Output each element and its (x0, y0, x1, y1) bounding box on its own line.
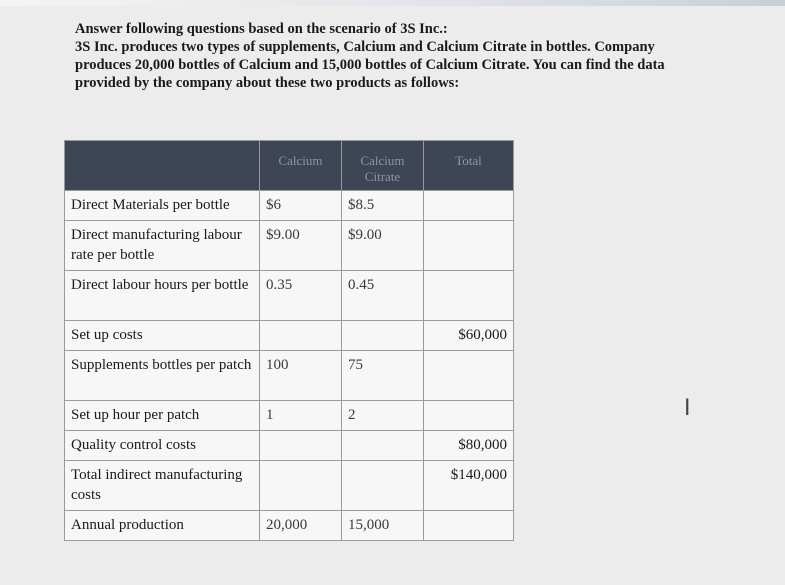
intro-line-2: 3S Inc. produces two types of supplements, Calcium and Calcium Citrate in bottles. Company (75, 39, 655, 55)
table-header-row (65, 141, 514, 191)
citrate-cell: 0.45 (342, 271, 424, 321)
total-cell (424, 511, 514, 541)
total-cell (424, 351, 514, 401)
row-label: Direct Materials per bottle (65, 191, 260, 221)
header-calcium-citrate (342, 141, 424, 191)
table-row (65, 461, 514, 511)
row-label: Direct labour hours per bottle (65, 271, 260, 321)
row-label: Supplements bottles per patch (65, 351, 260, 401)
table-row (65, 431, 514, 461)
row-label: Total indirect manufacturing costs (65, 461, 260, 511)
row-label: Quality control costs (65, 431, 260, 461)
total-cell: $80,000 (424, 431, 514, 461)
citrate-cell: 2 (342, 401, 424, 431)
total-cell (424, 221, 514, 271)
calcium-cell: 1 (260, 401, 342, 431)
table-row (65, 401, 514, 431)
top-bar (0, 0, 785, 6)
total-cell (424, 401, 514, 431)
intro-line-3: produces 20,000 bottles of Calcium and 15,000 bottles of Calcium Citrate. You can find the data (75, 57, 665, 73)
citrate-cell (342, 461, 424, 511)
table-row (65, 221, 514, 271)
table-row (65, 511, 514, 541)
total-cell (424, 191, 514, 221)
header-calcium-citrate-label: Calcium Citrate (360, 153, 405, 184)
text-cursor-icon: I (684, 396, 691, 421)
citrate-cell: $9.00 (342, 221, 424, 271)
cost-data-table (64, 140, 514, 541)
calcium-cell: $9.00 (260, 221, 342, 271)
calcium-cell: $6 (260, 191, 342, 221)
calcium-cell (260, 431, 342, 461)
calcium-cell (260, 321, 342, 351)
row-label: Annual production (65, 511, 260, 541)
citrate-cell: $8.5 (342, 191, 424, 221)
question-text (75, 20, 765, 92)
calcium-cell (260, 461, 342, 511)
row-label: Set up costs (65, 321, 260, 351)
table-row (65, 271, 514, 321)
calcium-cell: 100 (260, 351, 342, 401)
calcium-cell: 0.35 (260, 271, 342, 321)
total-cell: $60,000 (424, 321, 514, 351)
citrate-cell (342, 431, 424, 461)
total-cell: $140,000 (424, 461, 514, 511)
intro-line-4: provided by the company about these two products as follows: (75, 75, 460, 91)
row-label: Set up hour per patch (65, 401, 260, 431)
citrate-cell: 75 (342, 351, 424, 401)
row-label: Direct manufacturing labour rate per bottle (65, 221, 260, 271)
calcium-cell: 20,000 (260, 511, 342, 541)
total-cell (424, 271, 514, 321)
citrate-cell (342, 321, 424, 351)
table-row (65, 191, 514, 221)
intro-line-1: Answer following questions based on the scenario of 3S Inc.: (75, 21, 448, 37)
table-row (65, 351, 514, 401)
header-total: Total (424, 141, 514, 191)
table-row (65, 321, 514, 351)
header-calcium: Calcium (260, 141, 342, 191)
citrate-cell: 15,000 (342, 511, 424, 541)
header-blank (65, 141, 260, 191)
